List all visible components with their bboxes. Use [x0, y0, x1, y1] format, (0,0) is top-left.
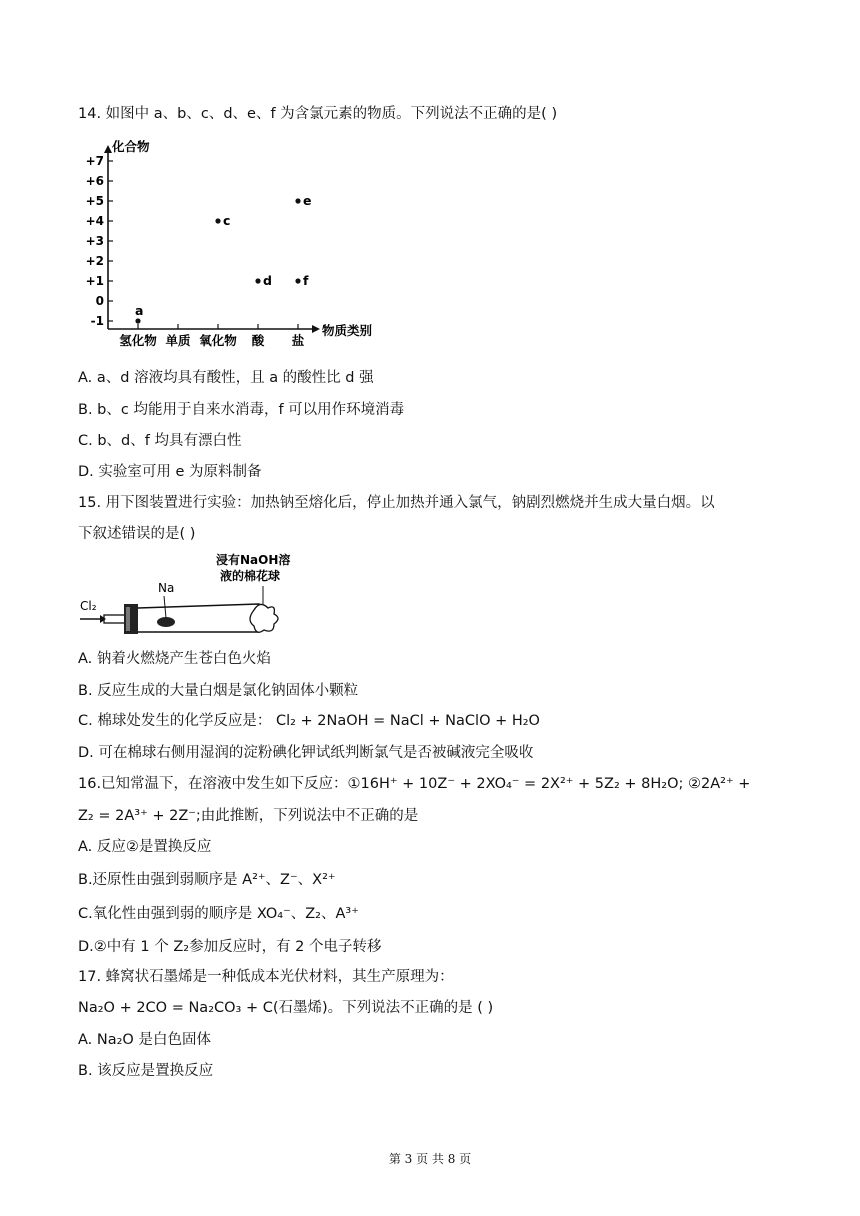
question-15-option-b: B. 反应生成的大量白烟是氯化钠固体小颗粒 [78, 683, 359, 699]
point-f [295, 278, 300, 283]
y-axis-arrow [104, 145, 112, 153]
sodium-chlorine-apparatus-figure [78, 552, 338, 644]
y-tick-label-7: 0 [95, 294, 104, 308]
x-tick-label-2: 氧化物 [199, 333, 237, 348]
point-a [135, 318, 140, 323]
question-16-option-c: C.氧化性由强到弱的顺序是 XO₄⁻、Z₂、A³⁺ [78, 906, 359, 922]
y-tick-label-8: -1 [90, 314, 104, 328]
question-17-option-b: B. 该反应是置换反应 [78, 1063, 214, 1079]
point-e [295, 198, 300, 203]
x-tick-label-3: 酸 [251, 333, 265, 348]
question-15-stem-line2: 下叙述错误的是( ) [78, 526, 196, 542]
cotton-ball [250, 604, 278, 632]
sodium-lump [157, 617, 175, 627]
point-label-f: f [303, 273, 309, 288]
y-tick-label-5: +2 [85, 254, 104, 268]
question-14-option-c: C. b、d、f 均具有漂白性 [78, 433, 242, 449]
na-label: Na [158, 581, 175, 595]
question-16-option-a: A. 反应②是置换反应 [78, 839, 212, 855]
question-15-option-c: C. 棉球处发生的化学反应是： Cl₂ + 2NaOH = NaCl + NaClO + H₂O [78, 713, 540, 729]
y-tick-label-1: +6 [85, 174, 104, 188]
question-16-stem-line2: Z₂ = 2A³⁺ + 2Z⁻;由此推断，下列说法中不正确的是 [78, 808, 419, 824]
y-tick-label-2: +5 [85, 194, 104, 208]
page-footer: 第 3 页 共 8 页 [388, 1152, 472, 1166]
x-tick-label-1: 单质 [165, 333, 191, 348]
point-d [255, 278, 260, 283]
question-14-stem: 14. 如图中 a、b、c、d、e、f 为含氯元素的物质。下列说法不正确的是( ) [78, 106, 558, 122]
y-tick-label-4: +3 [85, 234, 104, 248]
y-axis-label: 化合物 [112, 139, 150, 154]
cotton-label-line2: 液的棉花球 [220, 569, 281, 583]
question-15-option-a: A. 钠着火燃烧产生苍白色火焰 [78, 651, 271, 667]
cotton-label-line1: 浸有NaOH溶 [216, 553, 291, 567]
y-tick-label-6: +1 [85, 274, 104, 288]
inlet-tube [104, 615, 126, 623]
point-label-a: a [135, 303, 144, 318]
x-axis-label: 物质类别 [322, 323, 373, 338]
x-axis-arrow [312, 325, 320, 333]
question-14-option-b: B. b、c 均能用于自来水消毒，f 可以用作环境消毒 [78, 402, 405, 418]
question-17-option-a: A. Na₂O 是白色固体 [78, 1032, 211, 1048]
point-label-d: d [263, 273, 272, 288]
cl2-label: Cl₂ [80, 599, 97, 613]
chlorine-valence-chart [78, 133, 398, 355]
question-15-stem-line1: 15. 用下图装置进行实验：加热钠至熔化后，停止加热并通入氯气，钠剧烈燃烧并生成大量白烟。以 [78, 495, 715, 511]
question-15-option-d: D. 可在棉球右侧用湿润的淀粉碘化钾试纸判断氯气是否被碱液完全吸收 [78, 745, 534, 761]
x-tick-label-0: 氢化物 [119, 333, 157, 348]
glass-tube [138, 604, 262, 632]
question-14-option-a: A. a、d 溶液均具有酸性，且 a 的酸性比 d 强 [78, 370, 374, 386]
point-c [215, 218, 220, 223]
question-14-option-d: D. 实验室可用 e 为原料制备 [78, 464, 262, 480]
question-16-option-b: B.还原性由强到弱顺序是 A²⁺、Z⁻、X²⁺ [78, 872, 336, 888]
x-tick-label-4: 盐 [291, 333, 305, 348]
question-16-stem-line1: 16.已知常温下，在溶液中发生如下反应：①16H⁺ + 10Z⁻ + 2XO₄⁻ = 2X²⁺ + 5Z₂ + 8H₂O; ②2A²⁺ + [78, 776, 751, 792]
point-label-e: e [303, 193, 312, 208]
question-17-stem-line1: 17. 蜂窝状石墨烯是一种低成本光伏材料，其生产原理为： [78, 969, 454, 985]
question-17-stem-line2: Na₂O + 2CO = Na₂CO₃ + C(石墨烯)。下列说法不正确的是 ( ) [78, 1000, 494, 1016]
y-tick-label-3: +4 [85, 214, 104, 228]
question-16-option-d: D.②中有 1 个 Z₂参加反应时，有 2 个电子转移 [78, 939, 382, 955]
y-tick-label-0: +7 [85, 154, 104, 168]
point-label-c: c [223, 213, 231, 228]
